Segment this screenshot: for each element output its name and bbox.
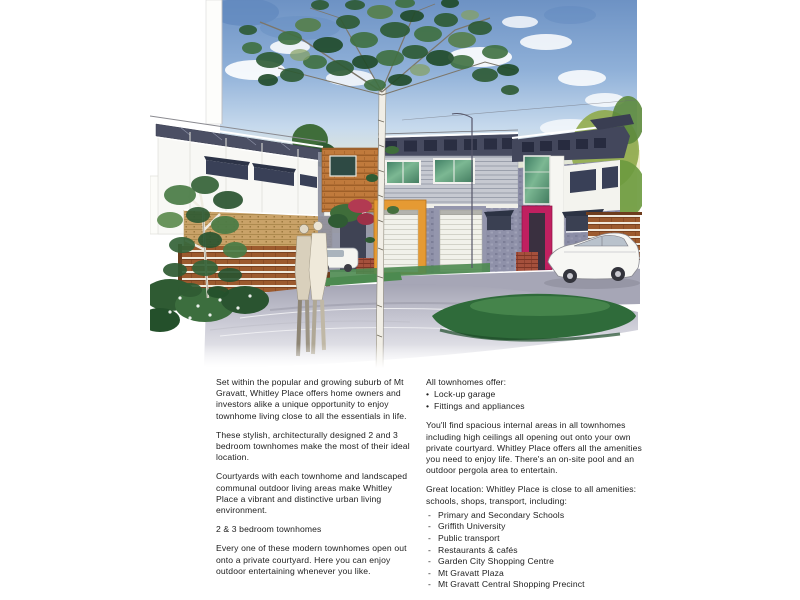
dash-marker: - <box>428 567 431 578</box>
bottom-fade <box>150 344 642 374</box>
offer-item: • Fittings and appliances <box>426 400 525 411</box>
dash-marker: - <box>428 533 431 543</box>
closing-paragraph: Every one of these modern townhomes open out onto a private courtyard. Here you can enjoy outdoor entertaining whenever you like. <box>216 543 407 576</box>
brochure-text <box>216 377 642 599</box>
offers-list <box>426 389 642 412</box>
dash-marker: - <box>428 556 431 567</box>
amenity-item: - Primary and Secondary Schools <box>428 509 565 520</box>
dash-marker: - <box>428 521 431 532</box>
design-paragraph: These stylish, architecturally designed 2 and 3 bedroom townhomes make the most of their ideal location. <box>216 429 410 463</box>
amenity-item: - Public transport <box>428 533 500 543</box>
amenities-paragraph: You'll find spacious internal areas in all townhomes including high ceilings all opening out onto your own private courtyard. Whitley Place offers all the amenities you need to enjoy life. There's an on-site pool and an outdoor pergola area to entertain. <box>426 420 642 476</box>
amenity-item: - Griffith University <box>428 521 506 532</box>
dash-marker: - <box>428 509 431 520</box>
feature-glass <box>524 156 550 204</box>
amenity-item: - Mt Gravatt Central Shopping Precinct <box>428 579 585 590</box>
offers-heading: All townhomes offer: <box>426 377 507 387</box>
bullet-marker: • <box>426 389 430 400</box>
dash-marker: - <box>428 544 431 555</box>
right-column <box>426 377 642 599</box>
garage-door <box>382 210 418 272</box>
offer-item: • Lock-up garage <box>426 389 496 400</box>
bullet-marker: • <box>426 400 430 411</box>
left-column <box>216 377 414 599</box>
amenity-item: - Garden City Shopping Centre <box>428 556 554 567</box>
garage-door <box>440 210 482 272</box>
dash-marker: - <box>428 579 431 590</box>
amenities-list <box>426 510 642 591</box>
courtyard-paragraph: Courtyards with each townhome and landscaped communal outdoor living areas make Whitley Place a vibrant and distinctive urban living environment. <box>216 471 408 516</box>
location-heading: Great location: Whitley Place is close to all amenities: schools, shops, transport, including: <box>426 484 637 506</box>
intro-paragraph: Set within the popular and growing suburb of Mt Gravatt, Whitley Place offers home owners and investors alike a unique opportunity to enjoy townhome living close to all the essentials in life. <box>216 377 407 421</box>
amenity-item: - Restaurants & cafés <box>428 544 518 555</box>
property-illustration <box>150 0 642 374</box>
subheading: 2 & 3 bedroom townhomes <box>216 524 322 535</box>
amenity-item: - Mt Gravatt Plaza <box>428 567 504 578</box>
